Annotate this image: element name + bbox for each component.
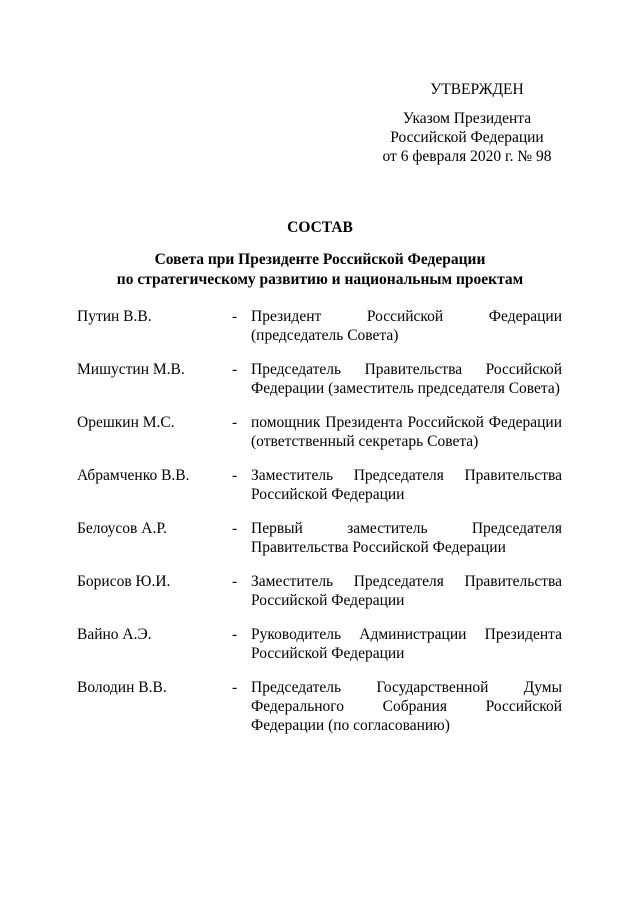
document-heading: [40, 218, 600, 289]
member-dash: -: [232, 414, 238, 431]
member-name: Белоусов А.Р.: [77, 520, 167, 537]
member-name: Мишустин М.В.: [77, 361, 185, 378]
member-row: [77, 519, 562, 557]
document-subtitle-line-2: по стратегическому развитию и национальным проектам: [116, 270, 524, 288]
member-dash: -: [232, 573, 238, 590]
member-role: Руководитель Администрации Президента Российской Федерации: [251, 626, 562, 662]
member-list: [77, 307, 562, 750]
member-row: [77, 307, 562, 345]
member-row: [77, 413, 562, 451]
approval-stamp: [372, 80, 562, 166]
approval-decree-line: Указом Президента: [402, 110, 532, 127]
member-role: помощник Президента Российской Федерации (ответственный секретарь Совета): [251, 414, 562, 450]
member-row: [77, 572, 562, 610]
member-row: [77, 360, 562, 398]
approval-country-line: Российской Федерации: [390, 129, 544, 146]
approved-label: УТВЕРЖДЕН: [430, 81, 524, 98]
member-name: Абрамченко В.В.: [77, 467, 190, 484]
member-role: Первый заместитель Председателя Правительства Российской Федерации: [251, 520, 562, 556]
member-name: Путин В.В.: [77, 308, 152, 325]
member-name: Орешкин М.С.: [77, 414, 175, 431]
member-dash: -: [232, 467, 238, 484]
member-row: [77, 678, 562, 735]
member-dash: -: [232, 520, 238, 537]
member-dash: -: [232, 626, 238, 643]
member-row: [77, 466, 562, 504]
member-role: Президент Российской Федерации (председатель Совета): [251, 308, 562, 344]
document-subtitle-line-1: Совета при Президенте Российской Федерации: [154, 251, 486, 268]
approval-date-line: от 6 февраля 2020 г. № 98: [382, 148, 552, 165]
member-name: Вайно А.Э.: [77, 626, 152, 643]
member-dash: -: [232, 361, 238, 378]
member-role: Председатель Правительства Российской Федерации (заместитель председателя Совета): [251, 361, 562, 397]
member-role: Председатель Государственной Думы Федерального Собрания Российской Федерации (по согласованию): [251, 679, 562, 734]
member-name: Володин В.В.: [77, 679, 167, 696]
member-role: Заместитель Председателя Правительства Российской Федерации: [251, 467, 562, 503]
member-name: Борисов Ю.И.: [77, 573, 171, 590]
member-row: [77, 625, 562, 663]
document-title: СОСТАВ: [287, 219, 353, 236]
member-dash: -: [232, 308, 238, 325]
member-role: Заместитель Председателя Правительства Российской Федерации: [251, 573, 562, 609]
member-dash: -: [232, 679, 238, 696]
